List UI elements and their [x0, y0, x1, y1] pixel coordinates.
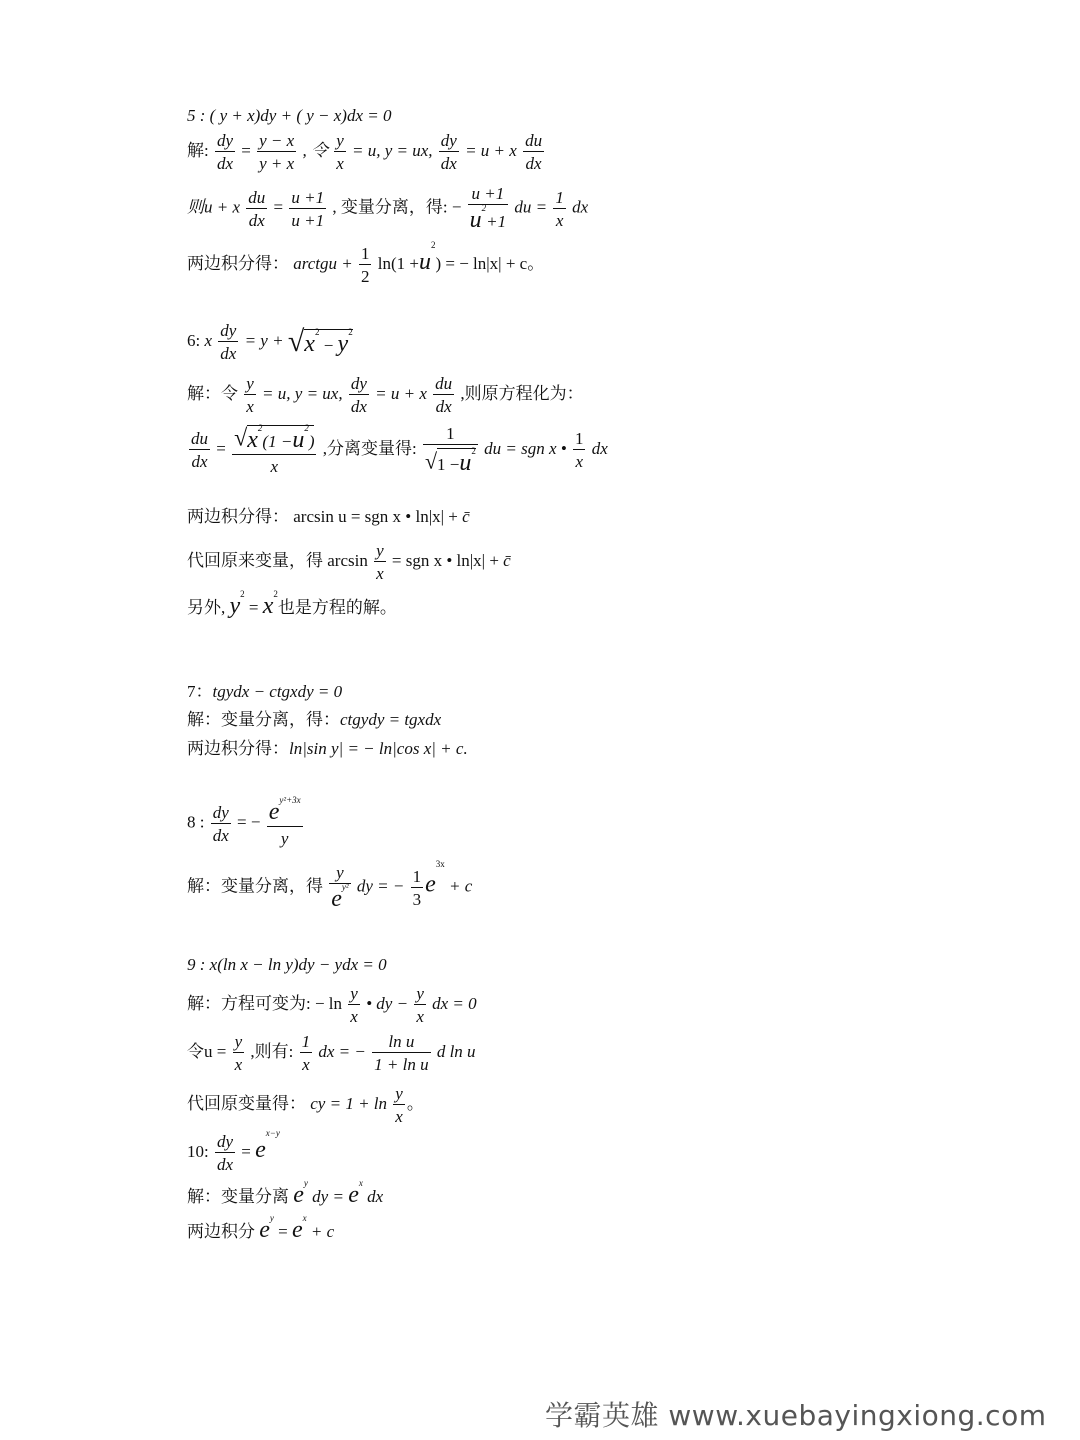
- problem-6-title: 6: x $\frac{dy}{dx}$ = $y + √x^2 - y^2$: [187, 321, 353, 363]
- problem-10-line-2: 两边积分 $e^y = e^x + c$: [187, 1213, 335, 1243]
- problem-6-line-2: $\frac{du}{dx}$ = $\frac{√x^2(1 -u^2)}{x}$ ,分离变量得: $\frac{1}{√1 -u^2}$ du = sgn x • $\frac{1}{x}$ dx: [191, 423, 608, 476]
- problem-6-line-4: 代回原来变量，得 arcsin $\frac{y}{x}$ = sgn x • ln|x| + c̄: [187, 541, 511, 583]
- watermark: 学霸英雄 www.xuebayingxiong.com: [545, 1399, 1047, 1432]
- problem-5-line-2: 则u + x $\frac{du}{dx}$ = $\frac{u +1}{u +1}$ , 变量分离，得: − $\frac{u +1}{u^2+1}$ du = $\frac{1}{x}$ dx: [187, 184, 589, 233]
- problem-10-title: 10: $\frac{dy}{dx}$ = $e^{x-y}$: [187, 1128, 280, 1174]
- problem-5-title: 5 : ( y + x)dy + ( y − x)dx = 0: [187, 106, 392, 125]
- problem-9-title: 9 : x(ln x − ln y)dy − ydx = 0: [187, 955, 387, 974]
- problem-7-line-2: 两边积分得：ln|sin y| = − ln|cos x| + c.: [187, 739, 468, 758]
- problem-9-line-2: 令u = $\frac{y}{x}$ ,则有: $\frac{1}{x}$ dx = − $\frac{\text{ln u}}{\text{1 + ln u}}$ d ln u: [187, 1032, 476, 1074]
- problem-6-line-5: 另外, $y^2 = x^2$也是方程的解。: [187, 589, 397, 619]
- problem-7-line-1: 解：变量分离，得：ctgydy = tgxdx: [187, 710, 442, 729]
- problem-8-title: 8 : $\frac{dy}{dx}$ = − $\frac{e^{y^2+3x}}{y}$: [187, 795, 301, 848]
- problem-8-line-1: 解：变量分离，得 $\frac{y}{e^{y^2}}$ dy = − $\frac{1}{3}$ $e^{3x} + c$: [187, 859, 473, 912]
- problem-10-line-1: 解：变量分离 $e^y$ dy = $e^x$ dx: [187, 1178, 384, 1208]
- problem-5-line-3: 两边积分得： arctgu + $\frac{1}{2}$ $\ln(1 +u^2)$ = − ln|x| + c。: [187, 240, 545, 286]
- problem-6-line-1: 解：令 $\frac{y}{x}$ = u, y = ux, $\frac{dy}{dx}$ = u + x $\frac{du}{dx}$ ,则原方程化为：: [187, 374, 584, 416]
- problem-5-line-1: 解: $\frac{dy}{dx}$ = $\frac{y - x}{y + x}$ , 令 $\frac{y}{x}$ = u, y = ux, $\frac{dy}{dx}$ = u + x $\frac{du}{dx}$: [187, 131, 543, 173]
- problem-6-line-3: 两边积分得： arcsin u = sgn x • ln|x| + c̄: [187, 507, 470, 526]
- problem-7-title: 7：tgydx − ctgxdy = 0: [187, 682, 343, 701]
- problem-9-line-3: 代回原变量得： cy = 1 + ln $\frac{y}{x}$ 。: [187, 1084, 424, 1126]
- problem-9-line-1: 解：方程可变为: − ln $\frac{y}{x}$ • dy − $\frac{y}{x}$ dx = 0: [187, 984, 477, 1026]
